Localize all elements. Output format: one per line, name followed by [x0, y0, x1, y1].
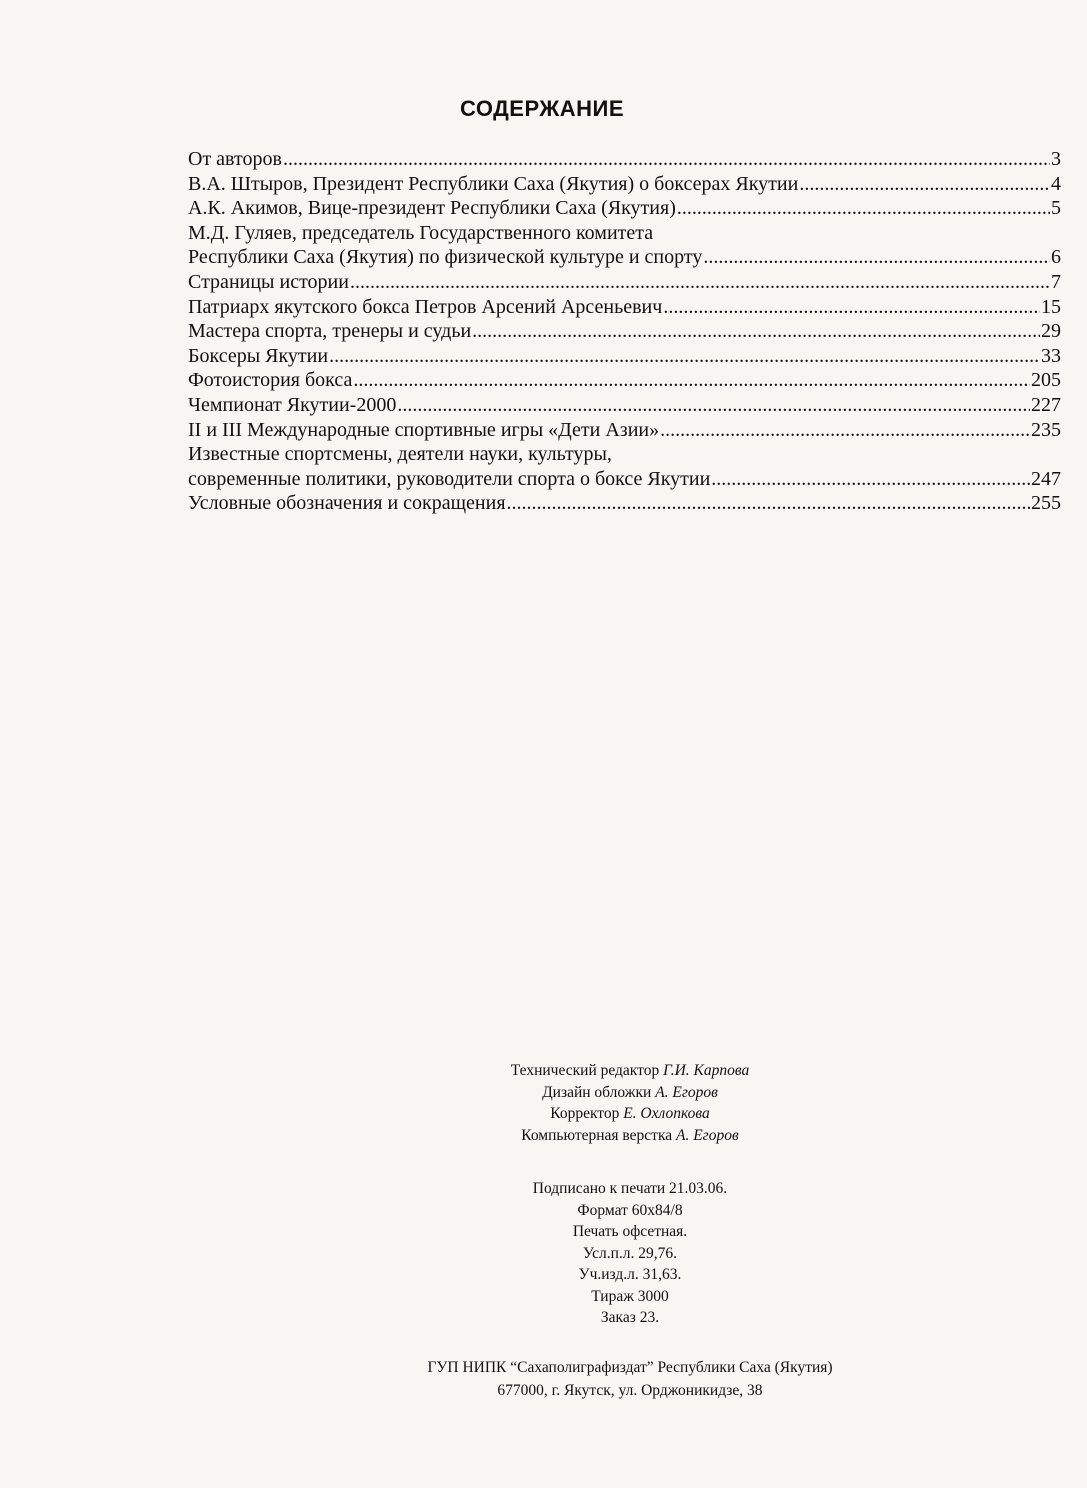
toc-entry-page: 29 — [1041, 320, 1061, 343]
imprint-line: Формат 60х84/8 — [577, 1201, 683, 1219]
toc-entry-page: 247 — [1031, 467, 1061, 490]
table-of-contents — [188, 147, 1061, 516]
toc-entry-page: 15 — [1041, 295, 1061, 318]
credits-block — [400, 1060, 860, 1146]
credit-role: Технический редактор — [510, 1062, 660, 1079]
imprint-line: Тираж 3000 — [591, 1287, 669, 1305]
credit-role: Корректор — [550, 1105, 620, 1122]
toc-leader — [703, 245, 1050, 270]
toc-entry-page: 33 — [1041, 344, 1061, 367]
toc-title: СОДЕРЖАНИЕ — [459, 96, 625, 121]
toc-entry-page: 205 — [1031, 369, 1061, 392]
toc-entry-page: 235 — [1031, 418, 1061, 441]
credit-role: Дизайн обложки — [542, 1083, 652, 1101]
toc-entry-page: 5 — [1051, 197, 1061, 220]
toc-entry-text: Республики Саха (Якутия) по физической культуре и спорту — [188, 246, 703, 269]
imprint-line: Подписано к печати 21.03.06. — [532, 1180, 728, 1197]
publisher-name: ГУП НИПК “Сахаполиграфиздат” Республики Саха (Якутия) — [427, 1359, 833, 1376]
credit-line — [400, 1082, 860, 1104]
toc-leader — [677, 196, 1050, 221]
toc-entry — [188, 319, 1061, 344]
toc-leader — [799, 172, 1050, 197]
toc-entry-text: II и III Международные спортивные игры «Дети Азии» — [188, 418, 660, 441]
credit-name: Е. Охлопкова — [623, 1105, 710, 1122]
toc-entry-page: 227 — [1031, 393, 1061, 416]
credit-name: Г.И. Карпова — [663, 1062, 750, 1079]
toc-entry-page: 7 — [1051, 270, 1061, 293]
imprint-block — [400, 1178, 860, 1329]
imprint-line: Уч.изд.л. 31,63. — [578, 1266, 682, 1283]
credit-name: А. Егоров — [655, 1083, 718, 1101]
toc-entry — [188, 196, 1061, 221]
toc-leader — [507, 491, 1030, 516]
toc-leader — [711, 467, 1030, 492]
toc-leader — [350, 270, 1050, 295]
toc-entry — [188, 467, 1061, 492]
toc-entry-text: А.К. Акимов, Вице-президент Республики Саха (Якутия) — [188, 197, 676, 220]
toc-leader — [353, 368, 1030, 393]
toc-entry-text: М.Д. Гуляев, председатель Государственного комитета — [188, 221, 654, 244]
toc-entry — [188, 147, 1061, 172]
imprint-line: Печать офсетная. — [572, 1223, 688, 1240]
toc-entry — [188, 172, 1061, 197]
credit-line — [400, 1125, 860, 1147]
toc-entry — [188, 418, 1061, 443]
credit-line — [400, 1103, 860, 1125]
toc-leader — [283, 147, 1050, 172]
credit-role: Компьютерная верстка — [521, 1126, 673, 1144]
toc-leader — [663, 295, 1040, 320]
toc-entry-page: 6 — [1051, 246, 1061, 269]
toc-entry — [188, 393, 1061, 418]
toc-entry-text: современные политики, руководители спорта о боксе Якутии — [188, 467, 711, 490]
toc-entry-page: 3 — [1051, 148, 1061, 170]
toc-entry-text: Патриарх якутского бокса Петров Арсений Арсеньевич — [188, 295, 663, 318]
publisher-block — [300, 1356, 960, 1402]
toc-entry-text: Боксеры Якутии — [188, 344, 329, 367]
credit-name: А. Егоров — [676, 1126, 739, 1144]
toc-entry-text: Чемпионат Якутии-2000 — [188, 393, 397, 416]
toc-entry — [188, 442, 1061, 467]
toc-entry-text: Фотоистория бокса — [188, 369, 353, 392]
toc-entry-text: Условные обозначения и сокращения — [188, 492, 506, 515]
toc-entry-page: 4 — [1051, 172, 1061, 195]
toc-leader — [472, 319, 1040, 344]
credit-line — [400, 1060, 860, 1082]
imprint-line: Заказ 23. — [600, 1309, 660, 1326]
toc-leader — [397, 393, 1030, 418]
publisher-address: 677000, г. Якутск, ул. Орджоникидзе, 38 — [497, 1382, 763, 1399]
imprint-line: Усл.п.л. 29,76. — [582, 1244, 677, 1262]
toc-leader — [329, 344, 1040, 369]
toc-entry-text: Известные спортсмены, деятели науки, культуры, — [188, 443, 612, 466]
toc-entry — [188, 368, 1061, 393]
toc-entry — [188, 344, 1061, 369]
toc-entry — [188, 491, 1061, 516]
toc-entry-text: В.А. Штыров, Президент Республики Саха (Якутия) о боксерах Якутии — [188, 172, 799, 195]
toc-entry-page: 255 — [1031, 492, 1061, 515]
toc-entry-text: Страницы истории — [188, 270, 349, 293]
toc-entry — [188, 270, 1061, 295]
toc-entry-text: От авторов — [188, 148, 282, 170]
toc-entry — [188, 245, 1061, 270]
toc-entry — [188, 295, 1061, 320]
toc-leader — [660, 418, 1030, 443]
toc-entry — [188, 221, 1061, 246]
toc-entry-text: Мастера спорта, тренеры и судьи — [188, 320, 472, 343]
